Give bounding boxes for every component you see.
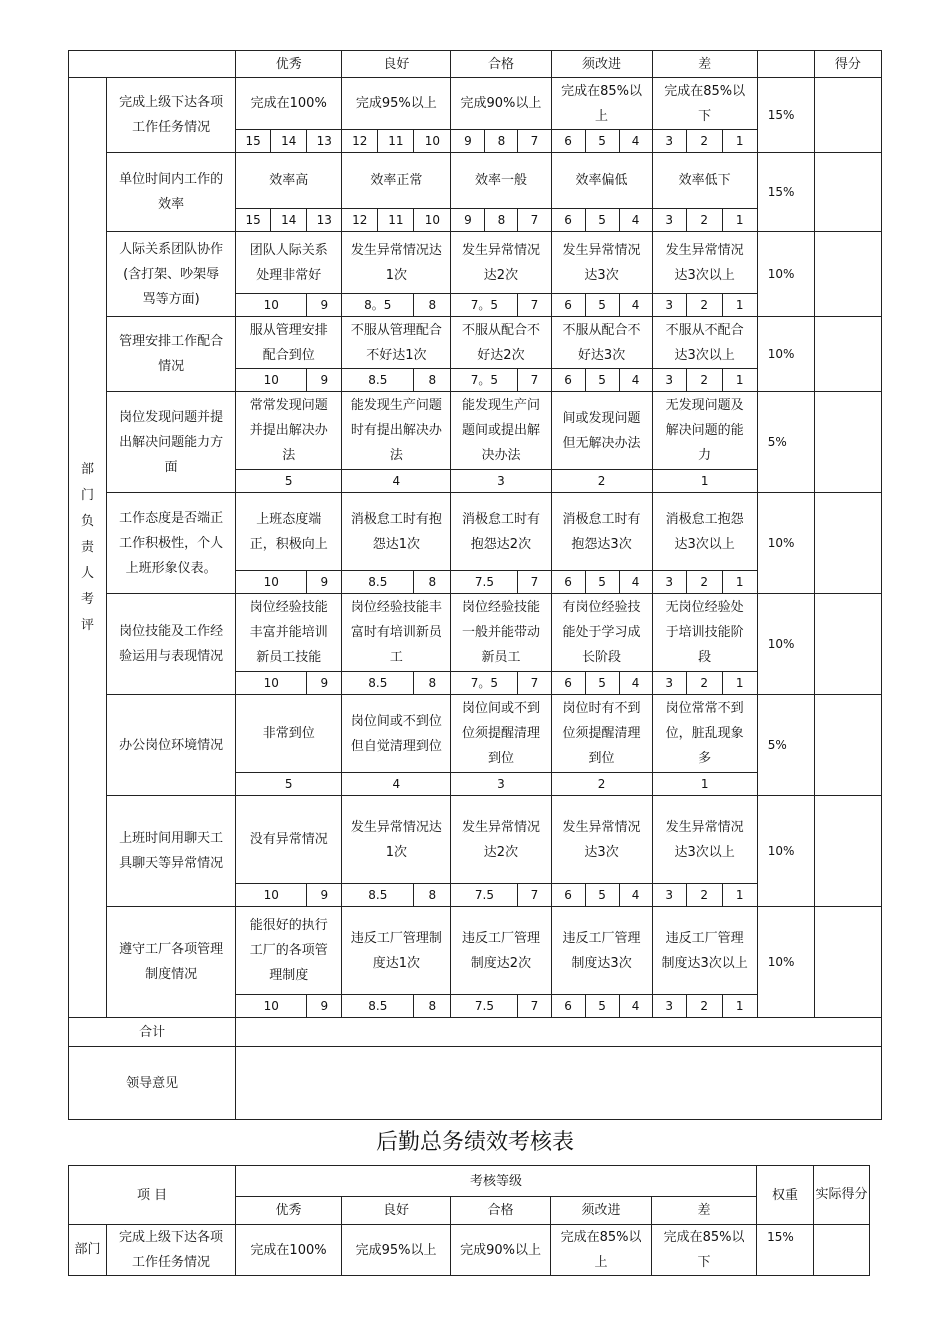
score-option: 7 bbox=[518, 209, 551, 232]
score-option: 2 bbox=[686, 884, 722, 907]
score-option: 7 bbox=[518, 672, 551, 695]
score-option: 4 bbox=[619, 884, 652, 907]
grade-header: 良好 bbox=[342, 51, 451, 78]
section-label: 部门 bbox=[69, 1225, 107, 1276]
grade-description: 发生异常情况达3次 bbox=[551, 796, 652, 884]
score-option: 6 bbox=[551, 571, 585, 594]
score-option: 5 bbox=[585, 209, 619, 232]
item-label: 人际关系团队协作(含打架、吵架辱骂等方面) bbox=[107, 232, 236, 317]
grade-header: 合格 bbox=[451, 51, 551, 78]
grade-description: 消极怠工时有抱怨达1次 bbox=[342, 493, 451, 571]
weight-value: 15% bbox=[757, 1225, 814, 1276]
weight-value: 15% bbox=[757, 153, 814, 232]
grade-description: 岗位时有不到位须提醒清理到位 bbox=[551, 695, 652, 773]
grade-description: 违反工厂管理制度达3次以上 bbox=[652, 907, 757, 995]
score-option: 9 bbox=[307, 294, 342, 317]
level-header: 考核等级 bbox=[236, 1166, 757, 1197]
score-option: 2 bbox=[686, 672, 722, 695]
score-option: 7 bbox=[518, 884, 551, 907]
grade-description: 发生异常情况达2次 bbox=[451, 232, 551, 294]
section-label-char: 责 bbox=[81, 539, 95, 555]
item-label: 完成上级下达各项工作任务情况 bbox=[107, 78, 236, 153]
score-cell bbox=[814, 1225, 870, 1276]
score-option: 14 bbox=[271, 209, 307, 232]
score-option: 2 bbox=[686, 130, 722, 153]
grade-description: 效率低下 bbox=[652, 153, 757, 209]
grade-description: 完成在85%以上 bbox=[551, 78, 652, 130]
score-option: 9 bbox=[451, 130, 485, 153]
grade-header: 良好 bbox=[342, 1197, 451, 1225]
score-option: 3 bbox=[652, 130, 686, 153]
score-option: 12 bbox=[342, 130, 378, 153]
score-option: 7 bbox=[518, 130, 551, 153]
weight-header: 权重 bbox=[757, 1166, 814, 1225]
score-option: 5 bbox=[585, 571, 619, 594]
score-option: 7。5 bbox=[451, 294, 518, 317]
grade-description: 能发现生产问题时有提出解决办法 bbox=[342, 392, 451, 470]
grade-header: 优秀 bbox=[236, 51, 342, 78]
actual-score-header: 实际得分 bbox=[814, 1166, 870, 1225]
score-option: 1 bbox=[722, 995, 757, 1018]
score-option: 5 bbox=[585, 672, 619, 695]
score-option: 8.5 bbox=[342, 369, 414, 392]
score-option: 13 bbox=[307, 130, 342, 153]
grade-description: 消极怠工时有抱怨达3次 bbox=[551, 493, 652, 571]
score-option: 13 bbox=[307, 209, 342, 232]
score-option: 2 bbox=[686, 369, 722, 392]
score-option: 9 bbox=[307, 571, 342, 594]
grade-description: 完成90%以上 bbox=[451, 78, 551, 130]
grade-description: 发生异常情况达1次 bbox=[342, 232, 451, 294]
score-option: 7 bbox=[518, 995, 551, 1018]
score-option: 11 bbox=[378, 130, 414, 153]
score-option: 9 bbox=[307, 995, 342, 1018]
grade-header: 须改进 bbox=[551, 1197, 652, 1225]
grade-description: 不服从配合不好达2次 bbox=[451, 317, 551, 369]
grade-description: 效率高 bbox=[236, 153, 342, 209]
grade-description: 完成在85%以下 bbox=[652, 1225, 757, 1276]
score-option: 10 bbox=[236, 571, 307, 594]
score-option: 7 bbox=[518, 369, 551, 392]
score-option: 8 bbox=[414, 369, 451, 392]
score-option: 1 bbox=[652, 470, 757, 493]
score-option: 8.5 bbox=[342, 571, 414, 594]
grade-description: 无发现问题及解决问题的能力 bbox=[652, 392, 757, 470]
score-option: 3 bbox=[652, 369, 686, 392]
score-option: 8。5 bbox=[342, 294, 414, 317]
grade-description: 发生异常情况达3次以上 bbox=[652, 796, 757, 884]
grade-description: 没有异常情况 bbox=[236, 796, 342, 884]
score-cell bbox=[814, 695, 881, 796]
grade-header: 须改进 bbox=[551, 51, 652, 78]
score-option: 6 bbox=[551, 369, 585, 392]
score-option: 8.5 bbox=[342, 884, 414, 907]
score-option: 3 bbox=[652, 995, 686, 1018]
score-option: 5 bbox=[236, 773, 342, 796]
grade-description: 常常发现问题并提出解决办法 bbox=[236, 392, 342, 470]
grade-description: 完成在100% bbox=[236, 1225, 342, 1276]
score-option: 5 bbox=[585, 130, 619, 153]
score-option: 4 bbox=[619, 294, 652, 317]
score-option: 8 bbox=[414, 672, 451, 695]
score-option: 6 bbox=[551, 130, 585, 153]
item-label: 工作态度是否端正工作积极性，个人上班形象仪表。 bbox=[107, 493, 236, 594]
score-option: 1 bbox=[722, 209, 757, 232]
header-blank bbox=[69, 51, 236, 78]
grade-description: 岗位经验技能一般并能带动新员工 bbox=[451, 594, 551, 672]
score-option: 10 bbox=[414, 209, 451, 232]
score-option: 4 bbox=[619, 130, 652, 153]
item-label: 上班时间用聊天工具聊天等异常情况 bbox=[107, 796, 236, 907]
item-label: 岗位发现问题并提出解决问题能力方面 bbox=[107, 392, 236, 493]
weight-value: 10% bbox=[757, 317, 814, 392]
score-cell bbox=[814, 153, 881, 232]
score-cell bbox=[814, 392, 881, 493]
score-option: 8.5 bbox=[342, 672, 414, 695]
assessment-table-2 bbox=[68, 1165, 883, 1276]
grade-description: 能发现生产问题间或提出解决办法 bbox=[451, 392, 551, 470]
score-option: 1 bbox=[722, 130, 757, 153]
grade-description: 违反工厂管理制度达2次 bbox=[451, 907, 551, 995]
item-label: 完成上级下达各项工作任务情况 bbox=[107, 1225, 236, 1276]
score-option: 4 bbox=[619, 672, 652, 695]
score-option: 9 bbox=[307, 884, 342, 907]
leader-opinion-value bbox=[236, 1047, 882, 1120]
score-option: 15 bbox=[236, 209, 271, 232]
grade-description: 发生异常情况达3次以上 bbox=[652, 232, 757, 294]
grade-description: 违反工厂管理制度达1次 bbox=[342, 907, 451, 995]
weight-value: 5% bbox=[757, 695, 814, 796]
grade-description: 有岗位经验技能处于学习成长阶段 bbox=[551, 594, 652, 672]
score-option: 6 bbox=[551, 995, 585, 1018]
grade-description: 完成在85%以上 bbox=[551, 1225, 652, 1276]
score-option: 9 bbox=[307, 672, 342, 695]
score-option: 4 bbox=[619, 995, 652, 1018]
score-option: 2 bbox=[551, 470, 652, 493]
score-option: 7。5 bbox=[451, 369, 518, 392]
score-option: 1 bbox=[722, 571, 757, 594]
leader-opinion-label: 领导意见 bbox=[69, 1047, 236, 1120]
total-value bbox=[236, 1018, 882, 1047]
item-label: 岗位技能及工作经验运用与表现情况 bbox=[107, 594, 236, 695]
grade-description: 效率正常 bbox=[342, 153, 451, 209]
score-option: 8 bbox=[485, 130, 518, 153]
grade-description: 完成90%以上 bbox=[451, 1225, 551, 1276]
assessment-table-1 bbox=[68, 50, 882, 1120]
grade-description: 不服从不配合达3次以上 bbox=[652, 317, 757, 369]
item-label: 办公岗位环境情况 bbox=[107, 695, 236, 796]
weight-value: 15% bbox=[757, 78, 814, 153]
grade-description: 无岗位经验处于培训技能阶段 bbox=[652, 594, 757, 672]
grade-description: 岗位间或不到位但自觉清理到位 bbox=[342, 695, 451, 773]
grade-description: 上班态度端正，积极向上 bbox=[236, 493, 342, 571]
score-option: 1 bbox=[722, 369, 757, 392]
grade-description: 完成在85%以下 bbox=[652, 78, 757, 130]
grade-description: 效率偏低 bbox=[551, 153, 652, 209]
weight-value: 10% bbox=[757, 796, 814, 907]
score-option: 6 bbox=[551, 672, 585, 695]
score-cell bbox=[814, 317, 881, 392]
section-label-char: 负 bbox=[81, 513, 95, 529]
score-option: 5 bbox=[585, 369, 619, 392]
score-cell bbox=[814, 493, 881, 594]
score-cell bbox=[814, 907, 881, 1018]
section-label-char: 人 bbox=[81, 565, 95, 581]
grade-description: 消极怠工时有抱怨达2次 bbox=[451, 493, 551, 571]
score-option: 2 bbox=[551, 773, 652, 796]
grade-description: 不服从配合不好达3次 bbox=[551, 317, 652, 369]
item-label: 管理安排工作配合情况 bbox=[107, 317, 236, 392]
item-header: 项 目 bbox=[69, 1166, 236, 1225]
score-option: 6 bbox=[551, 209, 585, 232]
score-option: 1 bbox=[652, 773, 757, 796]
grade-description: 完成95%以上 bbox=[342, 1225, 451, 1276]
score-option: 4 bbox=[342, 470, 451, 493]
grade-description: 消极怠工抱怨达3次以上 bbox=[652, 493, 757, 571]
score-option: 1 bbox=[722, 672, 757, 695]
score-option: 5 bbox=[236, 470, 342, 493]
section-label bbox=[69, 78, 107, 1018]
score-option: 1 bbox=[722, 884, 757, 907]
score-option: 2 bbox=[686, 995, 722, 1018]
weight-header bbox=[757, 51, 814, 78]
grade-description: 团队人际关系处理非常好 bbox=[236, 232, 342, 294]
grade-description: 非常到位 bbox=[236, 695, 342, 773]
score-option: 10 bbox=[236, 294, 307, 317]
score-option: 3 bbox=[652, 672, 686, 695]
score-option: 10 bbox=[236, 672, 307, 695]
score-option: 11 bbox=[378, 209, 414, 232]
score-option: 3 bbox=[451, 773, 551, 796]
score-option: 3 bbox=[451, 470, 551, 493]
score-option: 8 bbox=[414, 995, 451, 1018]
grade-description: 岗位间或不到位须提醒清理到位 bbox=[451, 695, 551, 773]
section-label-char: 部 bbox=[81, 461, 95, 477]
score-cell bbox=[814, 594, 881, 695]
grade-header: 合格 bbox=[451, 1197, 551, 1225]
score-option: 5 bbox=[585, 884, 619, 907]
grade-description: 发生异常情况达2次 bbox=[451, 796, 551, 884]
score-option: 2 bbox=[686, 571, 722, 594]
grade-description: 能很好的执行工厂的各项管理制度 bbox=[236, 907, 342, 995]
score-header: 得分 bbox=[814, 51, 881, 78]
score-option: 3 bbox=[652, 294, 686, 317]
grade-description: 服从管理安排配合到位 bbox=[236, 317, 342, 369]
score-option: 7.5 bbox=[451, 884, 518, 907]
weight-value: 10% bbox=[757, 594, 814, 695]
score-option: 5 bbox=[585, 995, 619, 1018]
score-option: 6 bbox=[551, 294, 585, 317]
score-option: 9 bbox=[307, 369, 342, 392]
score-option: 15 bbox=[236, 130, 271, 153]
score-option: 3 bbox=[652, 571, 686, 594]
grade-description: 违反工厂管理制度达3次 bbox=[551, 907, 652, 995]
score-option: 8 bbox=[414, 294, 451, 317]
score-option: 9 bbox=[451, 209, 485, 232]
score-option: 10 bbox=[236, 369, 307, 392]
score-option: 7.5 bbox=[451, 995, 518, 1018]
score-option: 8.5 bbox=[342, 995, 414, 1018]
weight-value: 10% bbox=[757, 493, 814, 594]
item-label: 遵守工厂各项管理制度情况 bbox=[107, 907, 236, 1018]
score-option: 7 bbox=[518, 294, 551, 317]
item-label: 单位时间内工作的效率 bbox=[107, 153, 236, 232]
page-title: 后勤总务绩效考核表 bbox=[375, 1130, 574, 1155]
section-label-char: 门 bbox=[81, 487, 95, 503]
score-option: 8 bbox=[485, 209, 518, 232]
score-option: 3 bbox=[652, 884, 686, 907]
weight-value: 10% bbox=[757, 232, 814, 317]
score-option: 10 bbox=[414, 130, 451, 153]
grade-description: 效率一般 bbox=[451, 153, 551, 209]
grade-description: 不服从管理配合不好达1次 bbox=[342, 317, 451, 369]
score-option: 5 bbox=[585, 294, 619, 317]
grade-header: 优秀 bbox=[236, 1197, 342, 1225]
score-option: 2 bbox=[686, 294, 722, 317]
score-cell bbox=[814, 78, 881, 153]
weight-value: 10% bbox=[757, 907, 814, 1018]
grade-header: 差 bbox=[652, 1197, 757, 1225]
score-option: 4 bbox=[342, 773, 451, 796]
score-option: 8 bbox=[414, 571, 451, 594]
score-option: 6 bbox=[551, 884, 585, 907]
section-label-char: 考 bbox=[81, 591, 95, 607]
weight-value: 5% bbox=[757, 392, 814, 493]
score-option: 4 bbox=[619, 209, 652, 232]
score-option: 10 bbox=[236, 884, 307, 907]
score-option: 14 bbox=[271, 130, 307, 153]
score-cell bbox=[814, 796, 881, 907]
score-option: 1 bbox=[722, 294, 757, 317]
grade-description: 发生异常情况达1次 bbox=[342, 796, 451, 884]
section-label-char: 评 bbox=[81, 617, 95, 633]
score-option: 10 bbox=[236, 995, 307, 1018]
grade-description: 间或发现问题但无解决办法 bbox=[551, 392, 652, 470]
grade-description: 发生异常情况达3次 bbox=[551, 232, 652, 294]
grade-header: 差 bbox=[652, 51, 757, 78]
score-option: 3 bbox=[652, 209, 686, 232]
score-option: 4 bbox=[619, 571, 652, 594]
score-cell bbox=[814, 232, 881, 317]
score-option: 8 bbox=[414, 884, 451, 907]
grade-description: 完成95%以上 bbox=[342, 78, 451, 130]
grade-description: 完成在100% bbox=[236, 78, 342, 130]
score-option: 7 bbox=[518, 571, 551, 594]
grade-description: 岗位经验技能丰富时有培训新员工 bbox=[342, 594, 451, 672]
score-option: 7。5 bbox=[451, 672, 518, 695]
total-label: 合计 bbox=[69, 1018, 236, 1047]
score-option: 4 bbox=[619, 369, 652, 392]
score-option: 7.5 bbox=[451, 571, 518, 594]
score-option: 12 bbox=[342, 209, 378, 232]
grade-description: 岗位常常不到位，脏乱现象多 bbox=[652, 695, 757, 773]
grade-description: 岗位经验技能丰富并能培训新员工技能 bbox=[236, 594, 342, 672]
score-option: 2 bbox=[686, 209, 722, 232]
